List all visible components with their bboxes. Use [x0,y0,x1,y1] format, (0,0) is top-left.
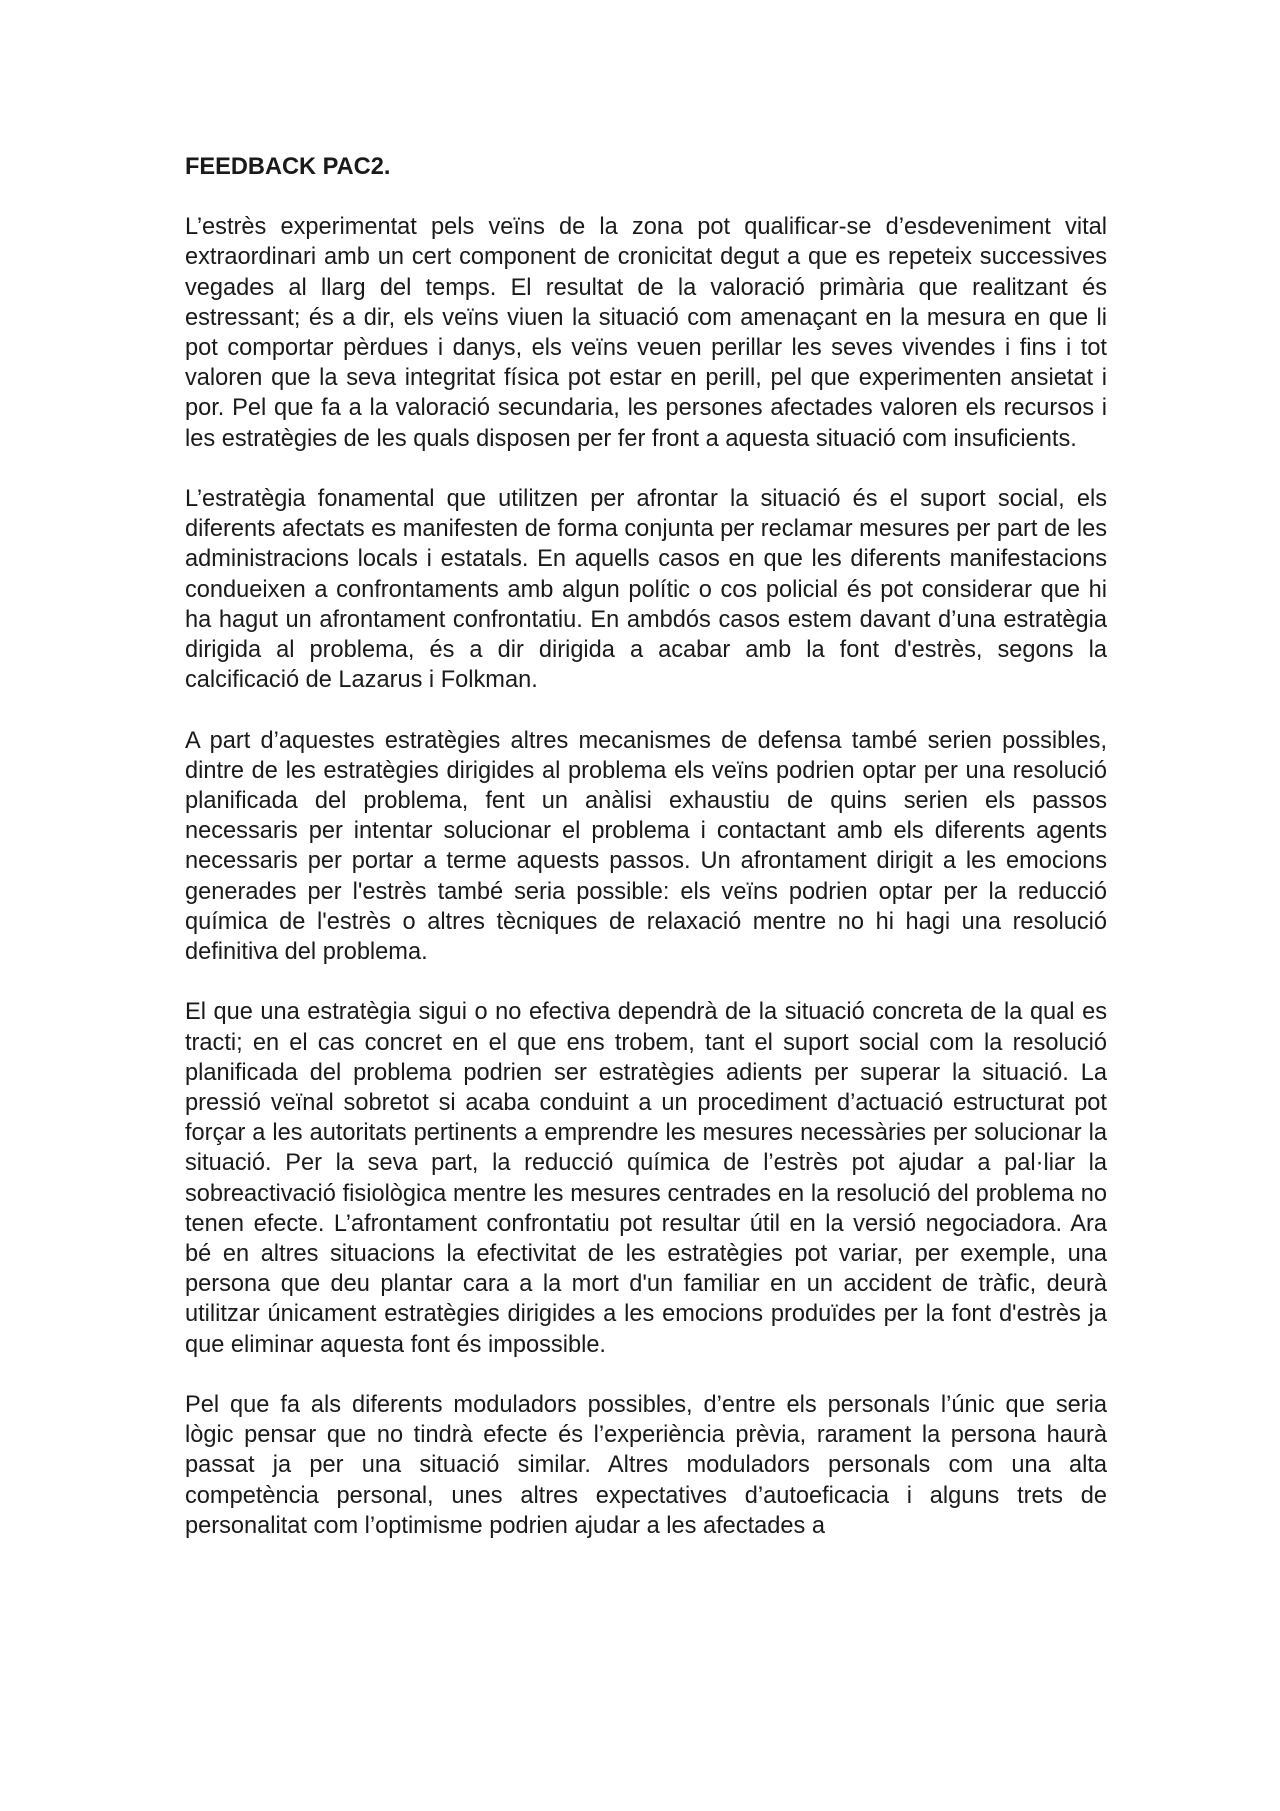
paragraph-5: Pel que fa als diferents moduladors possibles, d’entre els personals l’únic que seria lògic pensar que no tindrà efecte és l’experiència prèvia, rarament la persona haurà passat ja per una situació similar. Altres moduladors personals com una alta competència personal, unes altres expectatives d’autoeficacia i alguns trets de personalitat com l’optimisme podrien ajudar a les afectades a [185,1392,1107,1539]
paragraph-3: A part d’aquestes estratègies altres mecanismes de defensa també serien possibles, dintre de les estratègies dirigides al problema els veïns podrien optar per una resolució planificada del problema, fent un anàlisi exhaustiu de quins serien els passos necessaris per intentar solucionar el problema i contactant amb els diferents agents necessaris per portar a terme aquests passos. Un afrontament dirigit a les emocions generades per l'estrès també seria possible: els veïns podrien optar per la reducció química de l'estrès o altres tècniques de relaxació mentre no hi hagi una resolució definitiva del problema. [185,727,1107,966]
document-body [185,152,1107,1571]
paragraph-2: L’estratègia fonamental que utilitzen per afrontar la situació és el suport social, els diferents afectats es manifesten de forma conjunta per reclamar mesures per part de les administracions locals i estatals. En aquells casos en que les diferents manifestacions condueixen a confrontaments amb algun polític o cos policial és pot considerar que hi ha hagut un afrontament confrontatiu. En ambdós casos estem davant d’una estratègia dirigida al problema, és a dir dirigida a acabar amb la font d'estrès, segons la calcificació de Lazarus i Folkman. [185,486,1107,694]
document-title: FEEDBACK PAC2. [185,154,391,180]
paragraph-4: El que una estratègia sigui o no efectiva dependrà de la situació concreta de la qual es tracti; en el cas concret en el que ens trobem, tant el suport social com la resolució planificada del problema podrien ser estratègies adients per superar la situació. La pressió veïnal sobretot si acaba conduint a un procediment d’actuació estructurat pot forçar a les autoritats pertinents a emprendre les mesures necessàries per solucionar la situació. Per la seva part, la reducció química de l’estrès pot ajudar a pal·liar la sobreactivació fisiològica mentre les mesures centrades en la resolució del problema no tenen efecte. L’afrontament confrontatiu pot resultar útil en la versió negociadora. Ara bé en altres situacions la efectivitat de les estratègies pot variar, per exemple, una persona que deu plantar cara a la mort d'un familiar en un accident de tràfic, deurà utilitzar únicament estratègies dirigides a les emocions produïdes per la font d'estrès ja que eliminar aquesta font és impossible. [185,999,1107,1358]
paragraph-1: L’estrès experimentat pels veïns de la zona pot qualificar-se d’esdeveniment vital extraordinari amb un cert component de cronicitat degut a que es repeteix successives vegades al llarg del temps. El resultat de la valoració primària que realitzant és estressant; és a dir, els veïns viuen la situació com amenaçant en la mesura en que li pot comportar pèrdues i danys, els veïns veuen perillar les seves vivendes i fins i tot valoren que la seva integritat física pot estar en perill, pel que experimenten ansietat i por. Pel que fa a la valoració secundaria, les persones afectades valoren els recursos i les estratègies de les quals disposen per fer front a aquesta situació com insuficients. [185,214,1107,452]
